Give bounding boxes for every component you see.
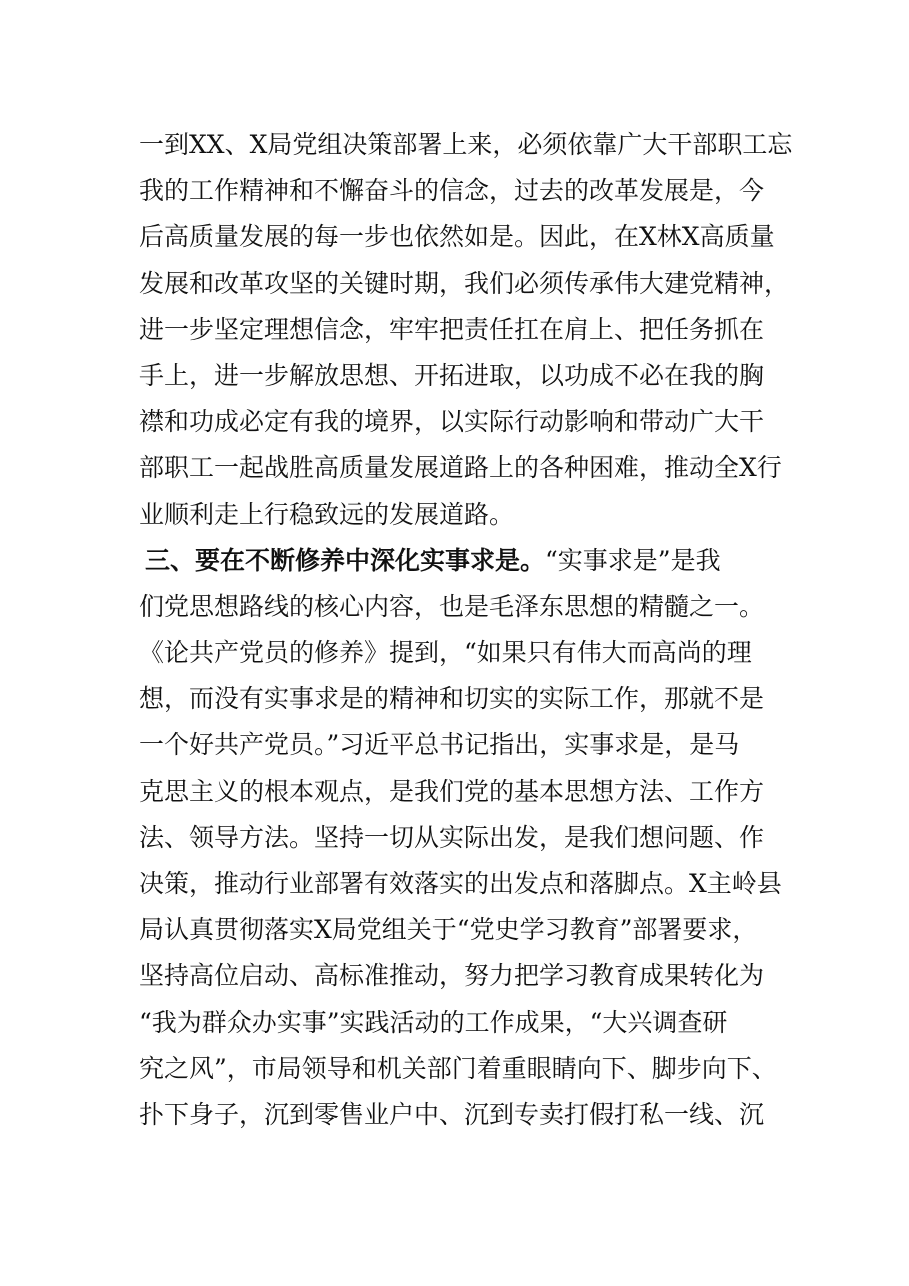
text-line: 进一步坚定理想信念，牢牢把责任扛在肩上、把任务抓在 xyxy=(139,314,765,344)
text-line: 局认真贯彻落实X局党组关于“党史学习教育”部署要求， xyxy=(139,915,758,945)
text-line: 业顺利走上行稳致远的发展道路。 xyxy=(139,499,515,529)
text-line: 究之风”，市局领导和机关部门着重眼睛向下、脚步向下、 xyxy=(139,1053,777,1083)
section-heading: 三、要在不断修养中深化实事求是。 xyxy=(145,545,546,575)
text-line: 我的工作精神和不懈奋斗的信念，过去的改革发展是，今 xyxy=(139,176,765,206)
text-line: 《论共产党员的修养》提到，“如果只有伟大而高尚的理 xyxy=(139,638,752,668)
text-line: 们党思想路线的核心内容，也是毛泽东思想的精髓之一。 xyxy=(139,591,765,621)
text-line: 一个好共产党员。”习近平总书记指出，实事求是，是马 xyxy=(139,730,740,760)
text-line: “我为群众办实事”实践活动的工作成果，“大兴调查研 xyxy=(139,1007,728,1037)
heading-line-text: “实事求是”是我 xyxy=(545,545,721,575)
document-body xyxy=(139,122,793,1138)
text-line: 部职工一起战胜高质量发展道路上的各种困难，推动全X行 xyxy=(139,453,782,483)
text-line: 想，而没有实事求是的精神和切实的实际工作，那就不是 xyxy=(139,684,765,714)
paragraph-2 xyxy=(139,538,782,1138)
paragraph-1 xyxy=(139,122,793,538)
text-line: 扑下身子，沉到零售业户中、沉到专卖打假打私一线、沉 xyxy=(139,1099,765,1129)
text-line: 手上，进一步解放思想、开拓进取，以功成不必在我的胸 xyxy=(139,360,765,390)
text-line: 发展和改革攻坚的关键时期，我们必须传承伟大建党精神， xyxy=(139,268,790,298)
text-line: 一到XX、X局党组决策部署上来，必须依靠广大干部职工忘 xyxy=(139,130,793,159)
text-line: 克思主义的根本观点，是我们党的基本思想方法、工作方 xyxy=(139,776,765,806)
text-line: 决策，推动行业部署有效落实的出发点和落脚点。X主岭县 xyxy=(139,869,782,898)
text-line: 法、领导方法。坚持一切从实际出发，是我们想问题、作 xyxy=(139,822,765,852)
text-line: 坚持高位启动、高标准推动，努力把学习教育成果转化为 xyxy=(139,961,765,991)
text-line: 后高质量发展的每一步也依然如是。因此，在X林X高质量 xyxy=(139,222,775,252)
section-heading-line xyxy=(139,538,779,584)
text-line: 襟和功成必定有我的境界，以实际行动影响和带动广大干 xyxy=(139,407,765,437)
